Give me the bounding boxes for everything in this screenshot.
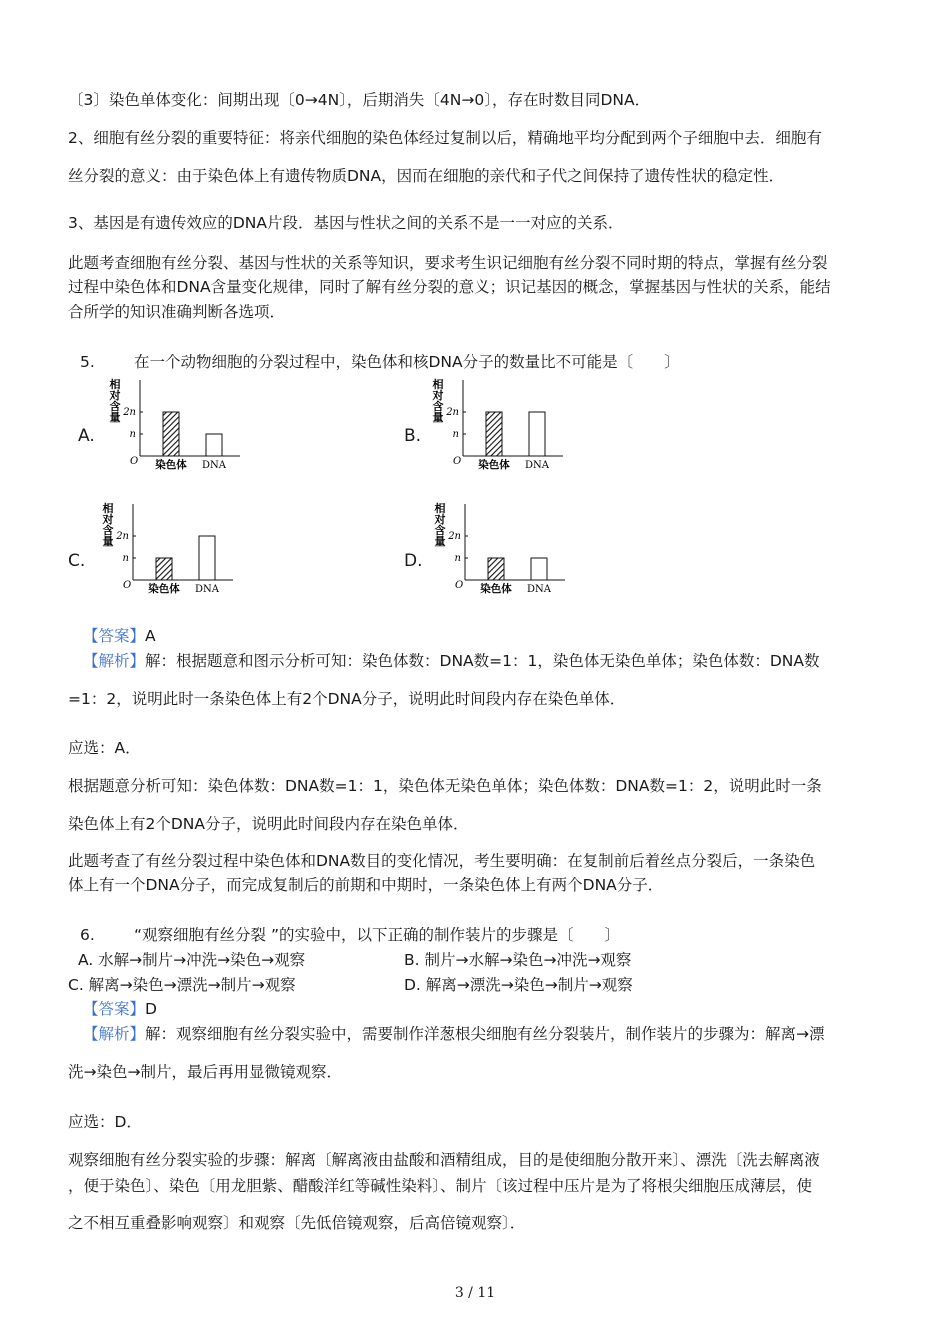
- y-tick-label: 2n: [448, 531, 461, 542]
- page-number: 3 / 11: [454, 1285, 496, 1301]
- paragraph-mitosis-feature: 2、细胞有丝分裂的重要特征：将亲代细胞的染色体经过复制以后，精确地平均分配到两个子细胞中去．细胞有: [68, 129, 822, 147]
- q5-option-b-label: B.: [404, 426, 422, 446]
- q6-note-line3: 之不相互重叠影响观察〕和观察〔先低倍镜观察，后高倍镜观察〕．: [68, 1214, 526, 1232]
- category-label-chromosome: 染色体: [480, 583, 512, 595]
- q6-analysis-line2: 洗→染色→制片，最后再用显微镜观察．: [68, 1063, 342, 1081]
- y-tick-label: 2n: [123, 407, 136, 418]
- q5-number: 5.: [80, 353, 95, 371]
- chart-option-d: [425, 500, 575, 600]
- q5-analysis-tag: 【解析】: [83, 652, 146, 670]
- bar-chart-svg: [93, 500, 243, 600]
- paragraph-mitosis-meaning: 丝分裂的意义：由于染色体上有遗传物质DNA，因而在细胞的亲代和子代之间保持了遗传性状的稳定性．: [68, 167, 785, 185]
- y-axis-label-char: 含: [432, 400, 444, 413]
- category-label-dna: DNA: [202, 460, 226, 471]
- y-tick-label: 2n: [446, 407, 459, 418]
- y-axis-label-char: 相: [434, 502, 446, 515]
- q6-option-c: C. 解离→染色→漂洗→制片→观察: [68, 976, 296, 994]
- q6-choose: 应选：D．: [68, 1113, 142, 1131]
- q5-option-d-label: D.: [404, 551, 423, 571]
- origin-label: O: [453, 456, 462, 467]
- y-axis-label-char: 含: [109, 400, 121, 413]
- q5-note-line2: 染色体上有2个DNA分子，说明此时间段内存在染色单体．: [68, 815, 469, 833]
- q6-answer: [83, 999, 157, 1019]
- bar-chromosome: [156, 558, 172, 580]
- q6-option-d: D. 解离→漂洗→染色→制片→观察: [404, 976, 633, 994]
- bar-chart-svg: [425, 500, 575, 600]
- q5-answer-value: A: [145, 627, 156, 645]
- bar-chromosome: [488, 558, 504, 580]
- paragraph-gene: 3、基因是有遗传效应的DNA片段．基因与性状之间的关系不是一一对应的关系．: [68, 214, 624, 232]
- paragraph-summary-line1: 此题考查细胞有丝分裂、基因与性状的关系等知识，要求考生识记细胞有丝分裂不同时期的特点，掌握有丝分裂: [68, 254, 828, 272]
- bar-chromosome: [163, 412, 179, 456]
- q6-option-a: A. 水解→制片→冲洗→染色→观察: [78, 951, 306, 969]
- q5-option-c-label: C.: [68, 551, 86, 571]
- q6-answer-value: D: [145, 1000, 157, 1018]
- y-axis-label-char: 对: [109, 389, 121, 402]
- q5-analysis-line1: 解：根据题意和图示分析可知：染色体数：DNA数=1：1，染色体无染色单体；染色体数：DNA数: [145, 652, 820, 670]
- bar-chart-svg: [423, 376, 573, 476]
- q6-analysis-tag: 【解析】: [83, 1025, 146, 1043]
- category-label-dna: DNA: [527, 584, 551, 595]
- y-axis-label-char: 含: [102, 524, 114, 537]
- chart-option-b: [423, 376, 573, 476]
- bar-dna: [199, 536, 215, 580]
- y-axis-label-char: 含: [434, 524, 446, 537]
- origin-label: O: [123, 580, 132, 591]
- y-axis-label-char: 量: [432, 411, 444, 424]
- chart-option-a: [100, 376, 250, 476]
- y-axis-label-char: 相: [432, 378, 444, 391]
- q5-summary-line2: 体上有一个DNA分子，而完成复制后的前期和中期时，一条染色体上有两个DNA分子．: [68, 876, 664, 894]
- y-axis-label-char: 量: [102, 535, 114, 548]
- y-tick-label: n: [129, 429, 136, 440]
- q6-analysis-line1: 解：观察细胞有丝分裂实验中，需要制作洋葱根尖细胞有丝分裂装片，制作装片的步骤为：解离→漂: [145, 1025, 825, 1043]
- y-axis-label-char: 对: [102, 513, 114, 526]
- y-tick-label: n: [454, 553, 461, 564]
- origin-label: O: [455, 580, 464, 591]
- q5-answer-tag: 【答案】: [83, 627, 146, 645]
- paragraph-summary-line2: 过程中染色体和DNA含量变化规律，同时了解有丝分裂的意义；识记基因的概念，掌握基因与性状的关系，能结: [68, 278, 831, 296]
- y-tick-label: 2n: [116, 531, 129, 542]
- q6-option-b: B. 制片→水解→染色→冲洗→观察: [404, 951, 632, 969]
- y-axis-label-char: 对: [434, 513, 446, 526]
- bar-chart-svg: [100, 376, 250, 476]
- bar-chromosome: [486, 412, 502, 456]
- category-label-chromosome: 染色体: [155, 459, 187, 471]
- y-axis-label-char: 量: [434, 535, 446, 548]
- q5-stem: 在一个动物细胞的分裂过程中，染色体和核DNA分子的数量比不可能是〔 〕: [134, 353, 680, 371]
- q5-note-line1: 根据题意分析可知：染色体数：DNA数=1：1，染色体无染色单体；染色体数：DNA数=1：2，说明此时一条: [68, 777, 822, 795]
- q6-analysis: [83, 1024, 825, 1044]
- bar-dna: [206, 434, 222, 456]
- y-axis-label-char: 相: [109, 378, 121, 391]
- q5-answer: [83, 626, 156, 646]
- q5-choose: 应选：A．: [68, 739, 141, 757]
- category-label-dna: DNA: [525, 460, 549, 471]
- category-label-dna: DNA: [195, 584, 219, 595]
- paragraph-chromatid-change: 〔3〕染色单体变化：间期出现〔0→4N〕，后期消失〔4N→0〕，存在时数目同DNA．: [68, 91, 651, 109]
- y-tick-label: n: [452, 429, 459, 440]
- q6-note-line1: 观察细胞有丝分裂实验的步骤：解离〔解离液由盐酸和酒精组成，目的是使细胞分散开来〕、漂洗〔洗去解离液: [68, 1151, 820, 1169]
- y-axis-label-char: 量: [109, 411, 121, 424]
- chart-option-c: [93, 500, 243, 600]
- q5-option-a-label: A.: [78, 426, 95, 446]
- y-tick-label: n: [122, 553, 129, 564]
- q6-note-line2: ，便于染色〕、染色〔用龙胆紫、醋酸洋红等碱性染料〕、制片〔该过程中压片是为了将根尖细胞压成薄层，使: [68, 1177, 813, 1195]
- category-label-chromosome: 染色体: [478, 459, 510, 471]
- y-axis-label-char: 对: [432, 389, 444, 402]
- q5-analysis: [83, 651, 820, 671]
- q5-analysis-line2: =1：2，说明此时一条染色体上有2个DNA分子，说明此时间段内存在染色单体．: [68, 690, 626, 708]
- y-axis-label-char: 相: [102, 502, 114, 515]
- q6-stem: “观察细胞有丝分裂 ”的实验中，以下正确的制作装片的步骤是〔 〕: [134, 926, 620, 944]
- category-label-chromosome: 染色体: [148, 583, 180, 595]
- paragraph-summary-line3: 合所学的知识准确判断各选项．: [68, 303, 286, 321]
- origin-label: O: [130, 456, 139, 467]
- q5-summary-line1: 此题考查了有丝分裂过程中染色体和DNA数目的变化情况，考生要明确：在复制前后着丝点分裂后，一条染色: [68, 852, 816, 870]
- bar-dna: [531, 558, 547, 580]
- q6-answer-tag: 【答案】: [83, 1000, 146, 1018]
- q6-number: 6.: [80, 926, 95, 944]
- bar-dna: [529, 412, 545, 456]
